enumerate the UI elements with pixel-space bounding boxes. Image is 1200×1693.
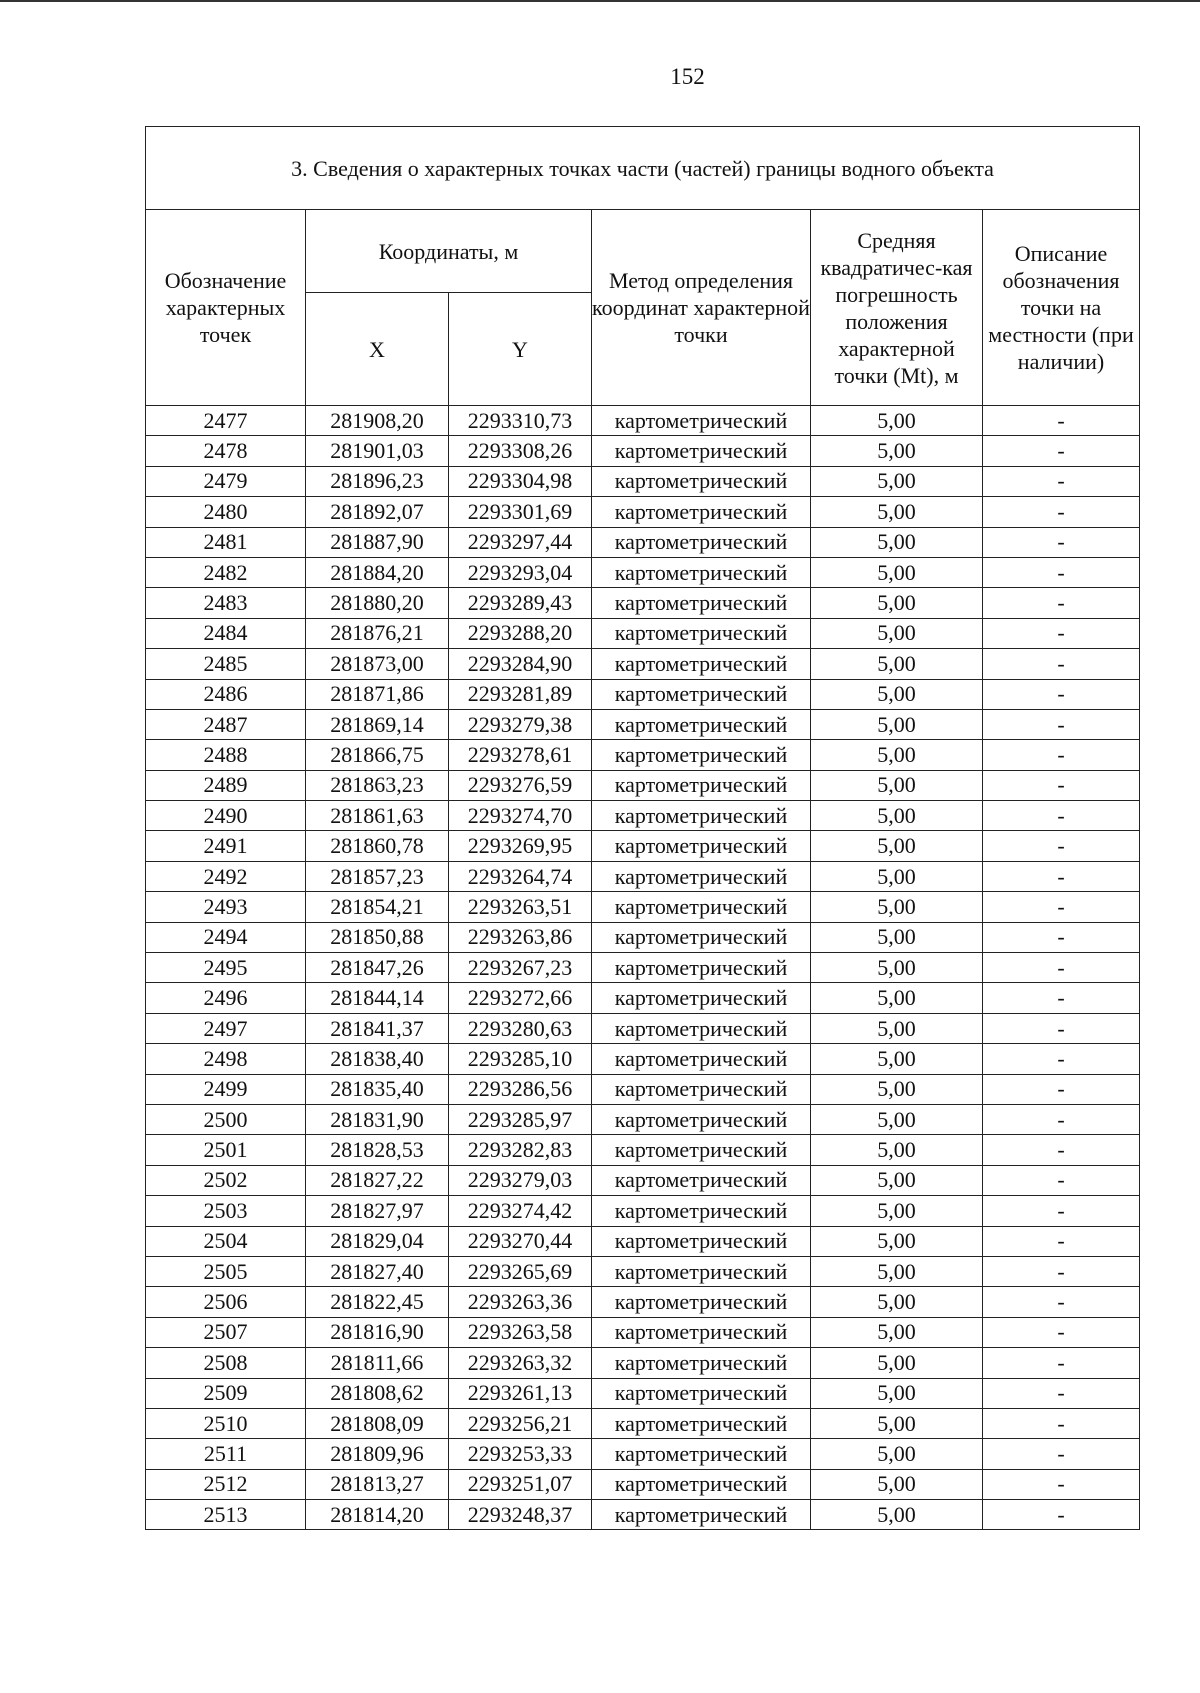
cell-point: 2484 bbox=[146, 618, 306, 648]
table-row bbox=[146, 1317, 1140, 1347]
table-row bbox=[146, 1439, 1140, 1469]
cell-method: картометрический bbox=[592, 1074, 811, 1104]
cell-error: 5,00 bbox=[811, 1348, 983, 1378]
cell-x: 281808,62 bbox=[306, 1378, 449, 1408]
table-row bbox=[146, 1074, 1140, 1104]
cell-description: - bbox=[983, 406, 1140, 436]
header-mean-error: Средняя квадратичес-кая погрешность положения характерной точки (Mt), м bbox=[811, 210, 983, 406]
cell-error: 5,00 bbox=[811, 770, 983, 800]
cell-y: 2293301,69 bbox=[449, 497, 592, 527]
cell-description: - bbox=[983, 740, 1140, 770]
cell-point: 2480 bbox=[146, 497, 306, 527]
cell-error: 5,00 bbox=[811, 922, 983, 952]
cell-error: 5,00 bbox=[811, 466, 983, 496]
cell-method: картометрический bbox=[592, 1348, 811, 1378]
cell-method: картометрический bbox=[592, 922, 811, 952]
cell-method: картометрический bbox=[592, 709, 811, 739]
cell-x: 281861,63 bbox=[306, 801, 449, 831]
cell-error: 5,00 bbox=[811, 740, 983, 770]
cell-error: 5,00 bbox=[811, 1074, 983, 1104]
cell-method: картометрический bbox=[592, 588, 811, 618]
cell-description: - bbox=[983, 1439, 1140, 1469]
cell-point: 2504 bbox=[146, 1226, 306, 1256]
table-row bbox=[146, 497, 1140, 527]
cell-point: 2506 bbox=[146, 1287, 306, 1317]
cell-error: 5,00 bbox=[811, 649, 983, 679]
page-number: 152 bbox=[670, 64, 705, 89]
cell-x: 281816,90 bbox=[306, 1317, 449, 1347]
table-row bbox=[146, 1135, 1140, 1165]
cell-x: 281828,53 bbox=[306, 1135, 449, 1165]
cell-error: 5,00 bbox=[811, 1226, 983, 1256]
cell-description: - bbox=[983, 466, 1140, 496]
cell-error: 5,00 bbox=[811, 1196, 983, 1226]
cell-method: картометрический bbox=[592, 1317, 811, 1347]
header-coordinates: Координаты, м bbox=[306, 210, 592, 293]
table-row bbox=[146, 1226, 1140, 1256]
cell-description: - bbox=[983, 497, 1140, 527]
cell-description: - bbox=[983, 1013, 1140, 1043]
cell-error: 5,00 bbox=[811, 1135, 983, 1165]
cell-description: - bbox=[983, 557, 1140, 587]
cell-y: 2293278,61 bbox=[449, 740, 592, 770]
table-row bbox=[146, 740, 1140, 770]
cell-method: картометрический bbox=[592, 436, 811, 466]
cell-y: 2293251,07 bbox=[449, 1469, 592, 1499]
cell-x: 281863,23 bbox=[306, 770, 449, 800]
cell-x: 281835,40 bbox=[306, 1074, 449, 1104]
cell-method: картометрический bbox=[592, 1500, 811, 1530]
cell-x: 281808,09 bbox=[306, 1408, 449, 1438]
cell-y: 2293285,10 bbox=[449, 1044, 592, 1074]
cell-y: 2293253,33 bbox=[449, 1439, 592, 1469]
cell-x: 281811,66 bbox=[306, 1348, 449, 1378]
cell-y: 2293270,44 bbox=[449, 1226, 592, 1256]
cell-description: - bbox=[983, 679, 1140, 709]
cell-method: картометрический bbox=[592, 557, 811, 587]
cell-method: картометрический bbox=[592, 983, 811, 1013]
cell-error: 5,00 bbox=[811, 1287, 983, 1317]
cell-point: 2486 bbox=[146, 679, 306, 709]
cell-error: 5,00 bbox=[811, 1317, 983, 1347]
cell-error: 5,00 bbox=[811, 588, 983, 618]
cell-point: 2483 bbox=[146, 588, 306, 618]
cell-description: - bbox=[983, 1408, 1140, 1438]
cell-method: картометрический bbox=[592, 649, 811, 679]
cell-x: 281844,14 bbox=[306, 983, 449, 1013]
cell-error: 5,00 bbox=[811, 801, 983, 831]
table-row bbox=[146, 922, 1140, 952]
cell-x: 281841,37 bbox=[306, 1013, 449, 1043]
cell-x: 281873,00 bbox=[306, 649, 449, 679]
cell-method: картометрический bbox=[592, 466, 811, 496]
cell-description: - bbox=[983, 1469, 1140, 1499]
cell-description: - bbox=[983, 1317, 1140, 1347]
table-row bbox=[146, 861, 1140, 891]
cell-description: - bbox=[983, 709, 1140, 739]
table-row bbox=[146, 406, 1140, 436]
cell-error: 5,00 bbox=[811, 983, 983, 1013]
cell-y: 2293276,59 bbox=[449, 770, 592, 800]
cell-y: 2293263,86 bbox=[449, 922, 592, 952]
cell-y: 2293282,83 bbox=[449, 1135, 592, 1165]
cell-y: 2293286,56 bbox=[449, 1074, 592, 1104]
cell-description: - bbox=[983, 649, 1140, 679]
cell-y: 2293280,63 bbox=[449, 1013, 592, 1043]
cell-point: 2488 bbox=[146, 740, 306, 770]
cell-point: 2513 bbox=[146, 1500, 306, 1530]
cell-x: 281887,90 bbox=[306, 527, 449, 557]
cell-description: - bbox=[983, 1378, 1140, 1408]
cell-error: 5,00 bbox=[811, 1500, 983, 1530]
cell-x: 281827,97 bbox=[306, 1196, 449, 1226]
cell-y: 2293308,26 bbox=[449, 436, 592, 466]
cell-y: 2293281,89 bbox=[449, 679, 592, 709]
cell-point: 2511 bbox=[146, 1439, 306, 1469]
cell-x: 281829,04 bbox=[306, 1226, 449, 1256]
cell-y: 2293261,13 bbox=[449, 1378, 592, 1408]
cell-description: - bbox=[983, 618, 1140, 648]
cell-point: 2497 bbox=[146, 1013, 306, 1043]
cell-point: 2512 bbox=[146, 1469, 306, 1499]
cell-description: - bbox=[983, 1135, 1140, 1165]
table-row bbox=[146, 649, 1140, 679]
table-row bbox=[146, 527, 1140, 557]
cell-y: 2293263,51 bbox=[449, 892, 592, 922]
table-row bbox=[146, 1256, 1140, 1286]
cell-error: 5,00 bbox=[811, 1408, 983, 1438]
cell-method: картометрический bbox=[592, 861, 811, 891]
cell-point: 2478 bbox=[146, 436, 306, 466]
cell-point: 2510 bbox=[146, 1408, 306, 1438]
cell-point: 2477 bbox=[146, 406, 306, 436]
cell-x: 281876,21 bbox=[306, 618, 449, 648]
cell-error: 5,00 bbox=[811, 892, 983, 922]
cell-description: - bbox=[983, 588, 1140, 618]
section-title: 3. Сведения о характерных точках части (частей) границы водного объекта bbox=[146, 127, 1140, 210]
cell-point: 2495 bbox=[146, 953, 306, 983]
cell-description: - bbox=[983, 436, 1140, 466]
cell-description: - bbox=[983, 1500, 1140, 1530]
header-x: X bbox=[306, 293, 449, 406]
table-row bbox=[146, 892, 1140, 922]
cell-x: 281850,88 bbox=[306, 922, 449, 952]
cell-y: 2293297,44 bbox=[449, 527, 592, 557]
cell-point: 2508 bbox=[146, 1348, 306, 1378]
cell-y: 2293279,03 bbox=[449, 1165, 592, 1195]
cell-point: 2505 bbox=[146, 1256, 306, 1286]
cell-error: 5,00 bbox=[811, 557, 983, 587]
cell-description: - bbox=[983, 861, 1140, 891]
cell-y: 2293285,97 bbox=[449, 1104, 592, 1134]
table-row bbox=[146, 1500, 1140, 1530]
cell-y: 2293289,43 bbox=[449, 588, 592, 618]
cell-point: 2481 bbox=[146, 527, 306, 557]
cell-method: картометрический bbox=[592, 770, 811, 800]
cell-y: 2293263,36 bbox=[449, 1287, 592, 1317]
cell-point: 2479 bbox=[146, 466, 306, 496]
cell-method: картометрический bbox=[592, 831, 811, 861]
table-row bbox=[146, 1196, 1140, 1226]
cell-description: - bbox=[983, 953, 1140, 983]
cell-method: картометрический bbox=[592, 1044, 811, 1074]
cell-point: 2494 bbox=[146, 922, 306, 952]
cell-error: 5,00 bbox=[811, 679, 983, 709]
cell-method: картометрический bbox=[592, 1226, 811, 1256]
cell-y: 2293288,20 bbox=[449, 618, 592, 648]
cell-description: - bbox=[983, 1196, 1140, 1226]
cell-method: картометрический bbox=[592, 953, 811, 983]
cell-point: 2502 bbox=[146, 1165, 306, 1195]
cell-method: картометрический bbox=[592, 1256, 811, 1286]
cell-point: 2503 bbox=[146, 1196, 306, 1226]
table-row bbox=[146, 557, 1140, 587]
cell-method: картометрический bbox=[592, 1469, 811, 1499]
table-row bbox=[146, 1044, 1140, 1074]
cell-x: 281822,45 bbox=[306, 1287, 449, 1317]
cell-description: - bbox=[983, 1287, 1140, 1317]
cell-description: - bbox=[983, 1044, 1140, 1074]
cell-point: 2492 bbox=[146, 861, 306, 891]
cell-error: 5,00 bbox=[811, 709, 983, 739]
header-y: Y bbox=[449, 293, 592, 406]
cell-point: 2499 bbox=[146, 1074, 306, 1104]
cell-x: 281838,40 bbox=[306, 1044, 449, 1074]
cell-description: - bbox=[983, 1074, 1140, 1104]
cell-error: 5,00 bbox=[811, 1378, 983, 1408]
table-row bbox=[146, 953, 1140, 983]
table-row bbox=[146, 466, 1140, 496]
table-row bbox=[146, 709, 1140, 739]
cell-description: - bbox=[983, 1226, 1140, 1256]
table-row bbox=[146, 1378, 1140, 1408]
cell-method: картометрический bbox=[592, 497, 811, 527]
cell-x: 281908,20 bbox=[306, 406, 449, 436]
cell-point: 2498 bbox=[146, 1044, 306, 1074]
boundary-points-table bbox=[145, 126, 1140, 1530]
cell-error: 5,00 bbox=[811, 1013, 983, 1043]
cell-y: 2293279,38 bbox=[449, 709, 592, 739]
cell-point: 2489 bbox=[146, 770, 306, 800]
cell-method: картометрический bbox=[592, 527, 811, 557]
cell-x: 281869,14 bbox=[306, 709, 449, 739]
table-row bbox=[146, 1348, 1140, 1378]
table-row bbox=[146, 679, 1140, 709]
cell-error: 5,00 bbox=[811, 1165, 983, 1195]
cell-x: 281871,86 bbox=[306, 679, 449, 709]
cell-point: 2501 bbox=[146, 1135, 306, 1165]
cell-error: 5,00 bbox=[811, 1104, 983, 1134]
cell-x: 281809,96 bbox=[306, 1439, 449, 1469]
cell-method: картометрический bbox=[592, 1378, 811, 1408]
cell-x: 281847,26 bbox=[306, 953, 449, 983]
cell-description: - bbox=[983, 983, 1140, 1013]
table-body bbox=[146, 406, 1140, 1530]
cell-description: - bbox=[983, 1104, 1140, 1134]
table-row bbox=[146, 1287, 1140, 1317]
cell-method: картометрический bbox=[592, 892, 811, 922]
cell-description: - bbox=[983, 892, 1140, 922]
cell-y: 2293248,37 bbox=[449, 1500, 592, 1530]
cell-y: 2293304,98 bbox=[449, 466, 592, 496]
cell-x: 281814,20 bbox=[306, 1500, 449, 1530]
cell-point: 2496 bbox=[146, 983, 306, 1013]
header-method: Метод определения координат характерной точки bbox=[592, 210, 811, 406]
cell-description: - bbox=[983, 831, 1140, 861]
cell-description: - bbox=[983, 1256, 1140, 1286]
cell-x: 281884,20 bbox=[306, 557, 449, 587]
table-row bbox=[146, 831, 1140, 861]
cell-y: 2293256,21 bbox=[449, 1408, 592, 1438]
cell-y: 2293293,04 bbox=[449, 557, 592, 587]
cell-method: картометрический bbox=[592, 1196, 811, 1226]
cell-method: картометрический bbox=[592, 1013, 811, 1043]
cell-method: картометрический bbox=[592, 1104, 811, 1134]
cell-point: 2493 bbox=[146, 892, 306, 922]
cell-method: картометрический bbox=[592, 1408, 811, 1438]
cell-x: 281896,23 bbox=[306, 466, 449, 496]
table-row bbox=[146, 1013, 1140, 1043]
table-row bbox=[146, 1469, 1140, 1499]
cell-error: 5,00 bbox=[811, 436, 983, 466]
cell-error: 5,00 bbox=[811, 953, 983, 983]
header-point-designation: Обозначение характерных точек bbox=[146, 210, 306, 406]
cell-y: 2293263,58 bbox=[449, 1317, 592, 1347]
cell-x: 281866,75 bbox=[306, 740, 449, 770]
cell-error: 5,00 bbox=[811, 618, 983, 648]
cell-method: картометрический bbox=[592, 1439, 811, 1469]
table-header bbox=[146, 127, 1140, 406]
cell-method: картометрический bbox=[592, 618, 811, 648]
table-row bbox=[146, 801, 1140, 831]
cell-method: картометрический bbox=[592, 406, 811, 436]
table-row bbox=[146, 618, 1140, 648]
cell-method: картометрический bbox=[592, 679, 811, 709]
cell-description: - bbox=[983, 770, 1140, 800]
cell-method: картометрический bbox=[592, 1135, 811, 1165]
cell-y: 2293267,23 bbox=[449, 953, 592, 983]
cell-error: 5,00 bbox=[811, 1256, 983, 1286]
cell-description: - bbox=[983, 1165, 1140, 1195]
scan-top-edge bbox=[0, 0, 1200, 2]
cell-error: 5,00 bbox=[811, 861, 983, 891]
cell-point: 2509 bbox=[146, 1378, 306, 1408]
cell-x: 281827,40 bbox=[306, 1256, 449, 1286]
cell-point: 2482 bbox=[146, 557, 306, 587]
cell-method: картометрический bbox=[592, 1287, 811, 1317]
cell-x: 281857,23 bbox=[306, 861, 449, 891]
cell-description: - bbox=[983, 527, 1140, 557]
cell-x: 281901,03 bbox=[306, 436, 449, 466]
table-row bbox=[146, 588, 1140, 618]
table-row bbox=[146, 1408, 1140, 1438]
cell-y: 2293269,95 bbox=[449, 831, 592, 861]
cell-error: 5,00 bbox=[811, 527, 983, 557]
cell-y: 2293265,69 bbox=[449, 1256, 592, 1286]
cell-x: 281831,90 bbox=[306, 1104, 449, 1134]
cell-method: картометрический bbox=[592, 801, 811, 831]
cell-y: 2293274,42 bbox=[449, 1196, 592, 1226]
cell-description: - bbox=[983, 801, 1140, 831]
cell-point: 2507 bbox=[146, 1317, 306, 1347]
cell-x: 281854,21 bbox=[306, 892, 449, 922]
cell-description: - bbox=[983, 1348, 1140, 1378]
cell-y: 2293263,32 bbox=[449, 1348, 592, 1378]
cell-method: картометрический bbox=[592, 740, 811, 770]
cell-error: 5,00 bbox=[811, 1044, 983, 1074]
cell-y: 2293272,66 bbox=[449, 983, 592, 1013]
cell-point: 2500 bbox=[146, 1104, 306, 1134]
cell-y: 2293310,73 bbox=[449, 406, 592, 436]
table-row bbox=[146, 1104, 1140, 1134]
cell-description: - bbox=[983, 922, 1140, 952]
cell-error: 5,00 bbox=[811, 1439, 983, 1469]
cell-point: 2487 bbox=[146, 709, 306, 739]
cell-y: 2293284,90 bbox=[449, 649, 592, 679]
cell-x: 281813,27 bbox=[306, 1469, 449, 1499]
cell-x: 281860,78 bbox=[306, 831, 449, 861]
header-description: Описание обозначения точки на местности (при наличии) bbox=[983, 210, 1140, 406]
cell-point: 2491 bbox=[146, 831, 306, 861]
cell-error: 5,00 bbox=[811, 831, 983, 861]
cell-point: 2490 bbox=[146, 801, 306, 831]
table-row bbox=[146, 436, 1140, 466]
cell-y: 2293274,70 bbox=[449, 801, 592, 831]
table-row bbox=[146, 983, 1140, 1013]
cell-x: 281880,20 bbox=[306, 588, 449, 618]
cell-point: 2485 bbox=[146, 649, 306, 679]
cell-error: 5,00 bbox=[811, 406, 983, 436]
table-row bbox=[146, 1165, 1140, 1195]
cell-error: 5,00 bbox=[811, 1469, 983, 1499]
cell-error: 5,00 bbox=[811, 497, 983, 527]
cell-method: картометрический bbox=[592, 1165, 811, 1195]
cell-x: 281892,07 bbox=[306, 497, 449, 527]
cell-y: 2293264,74 bbox=[449, 861, 592, 891]
cell-x: 281827,22 bbox=[306, 1165, 449, 1195]
table-row bbox=[146, 770, 1140, 800]
